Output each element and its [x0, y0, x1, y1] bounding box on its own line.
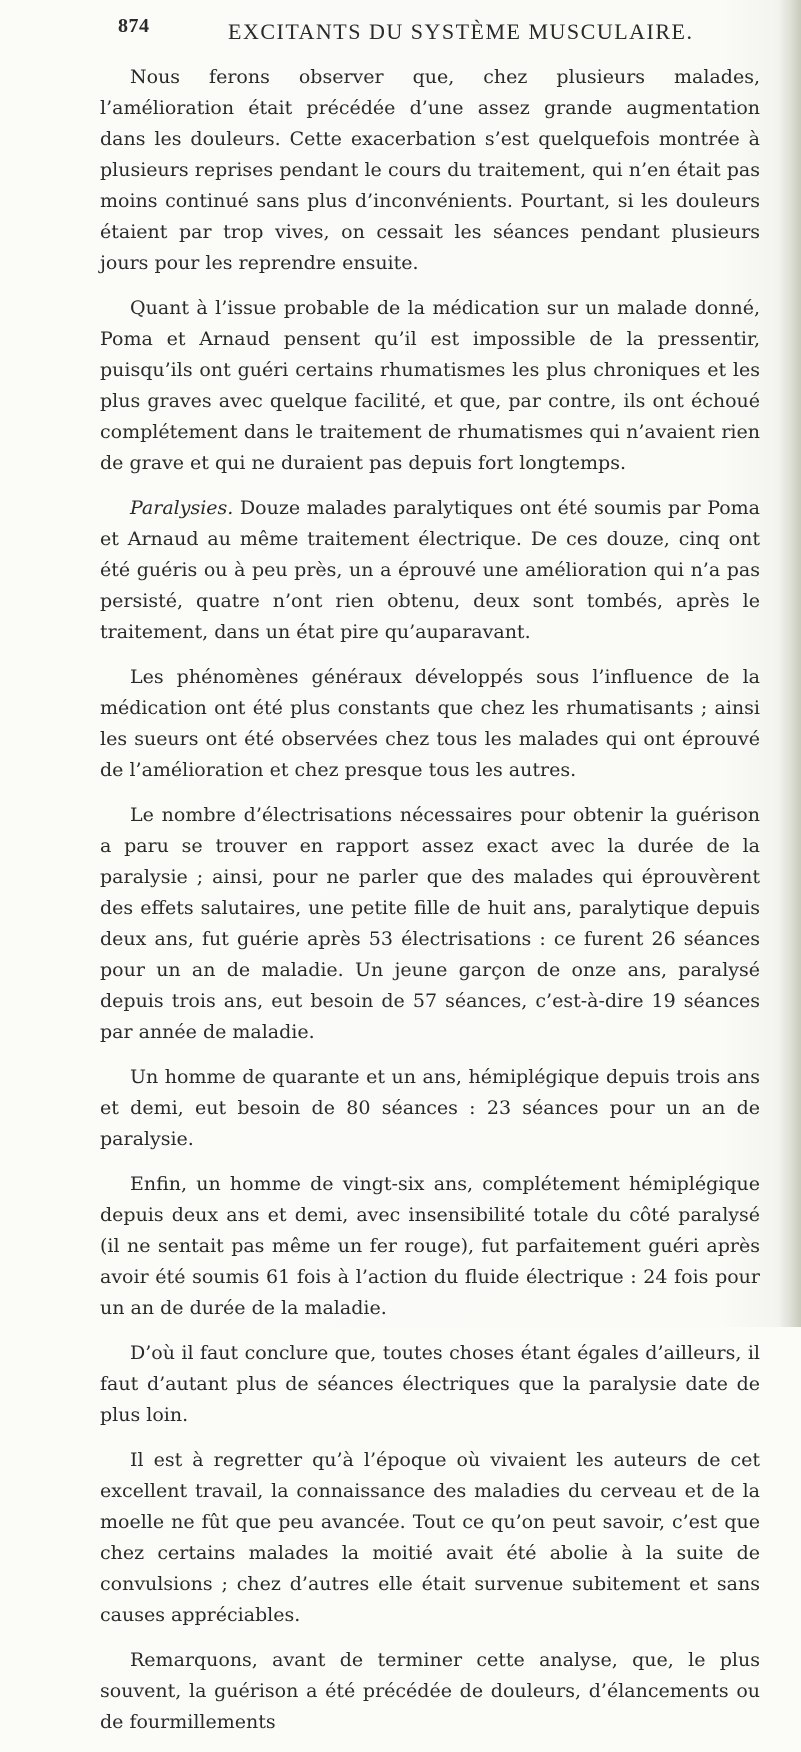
body-text: [100, 62, 760, 1752]
paragraph: [100, 493, 760, 648]
paragraph: [100, 293, 760, 479]
paragraph: [100, 62, 760, 279]
paragraph: [100, 1445, 760, 1631]
page-edge-shadow: [779, 0, 801, 1327]
paragraph-text: Douze malades paralytiques ont été soumis par Poma et Arnaud au même traitement électrique. De ces douze, cinq ont été guéris ou à peu près, un a éprouvé une amélioration qui n’a pas persisté, quatre n’ont rien obtenu, deux sont tombés, après le traitement, dans un état pire qu’auparavant.: [100, 497, 760, 643]
paragraph-text: Le nombre d’électrisations nécessaires pour obtenir la guérison a paru se trouver en rapport assez exact avec la durée de la paralysie ; ainsi, pour ne parler que des malades qui éprouvèrent des effets salutaires, une petite fille de huit ans, paralytique depuis deux ans, fut guérie après 53 électrisations : ce furent 26 séances pour un an de maladie. Un jeune garçon de onze ans, paralysé depuis trois ans, eut besoin de 57 séances, c’est-à-dire 19 séances par année de maladie.: [100, 804, 760, 1043]
paragraph: [100, 662, 760, 786]
paragraph: [100, 1062, 760, 1155]
paragraph: [100, 800, 760, 1048]
paragraph-text: Nous ferons observer que, chez plusieurs malades, l’amélioration était précédée d’une assez grande augmentation dans les douleurs. Cette exacerbation s’est quelquefois montrée à plusieurs reprises pendant le cours du traitement, qui n’en était pas moins continué sans plus d’inconvénients. Pourtant, si les douleurs étaient par trop vives, on cessait les séances pendant plusieurs jours pour les reprendre ensuite.: [100, 66, 760, 274]
paragraph-text: Les phénomènes généraux développés sous l’influence de la médication ont été plus constants que chez les rhumatisants ; ainsi les sueurs ont été observées chez tous les malades qui ont éprouvé de l’amélioration et chez presque tous les autres.: [100, 666, 760, 781]
paragraph-text: Il est à regretter qu’à l’époque où vivaient les auteurs de cet excellent travail, la connaissance des maladies du cerveau et de la moelle ne fût que peu avancée. Tout ce qu’on peut savoir, c’est que chez certains malades la moitié avait été abolie à la suite de convulsions ; chez d’autres elle était survenue subitement et sans causes appréciables.: [100, 1449, 760, 1626]
paragraph: [100, 1338, 760, 1431]
paragraph-text: Quant à l’issue probable de la médication sur un malade donné, Poma et Arnaud pensent qu’il est impossible de la pressentir, puisqu’ils ont guéri certains rhumatismes les plus chroniques et les plus graves avec quelque facilité, et que, par contre, ils ont échoué complétement dans le traitement de rhumatismes qui n’avaient rien de grave et qui ne duraient pas depuis fort longtemps.: [100, 297, 760, 474]
paragraph: [100, 1169, 760, 1324]
paragraph-text: Enfin, un homme de vingt-six ans, complétement hémiplégique depuis deux ans et demi, avec insensibilité totale du côté paralysé (il ne sentait pas même un fer rouge), fut parfaitement guéri après avoir été soumis 61 fois à l’action du fluide électrique : 24 fois pour un an de durée de la maladie.: [100, 1173, 760, 1319]
running-title: EXCITANTS DU SYSTÈME MUSCULAIRE.: [228, 19, 694, 44]
paragraph-text: Un homme de quarante et un ans, hémiplégique depuis trois ans et demi, eut besoin de 80 séances : 23 séances pour un an de paralysie.: [100, 1066, 760, 1150]
paragraph: [100, 1645, 760, 1738]
page-header: [118, 10, 758, 50]
page-number: 874: [118, 15, 150, 37]
paragraph-lead-italic: Paralysies.: [130, 497, 234, 519]
paragraph-text: Remarquons, avant de terminer cette analyse, que, le plus souvent, la guérison a été précédée de douleurs, d’élancements ou de fourmillements: [100, 1649, 760, 1733]
paragraph-text: D’où il faut conclure que, toutes choses étant égales d’ailleurs, il faut d’autant plus de séances électriques que la paralysie date de plus loin.: [100, 1342, 760, 1426]
